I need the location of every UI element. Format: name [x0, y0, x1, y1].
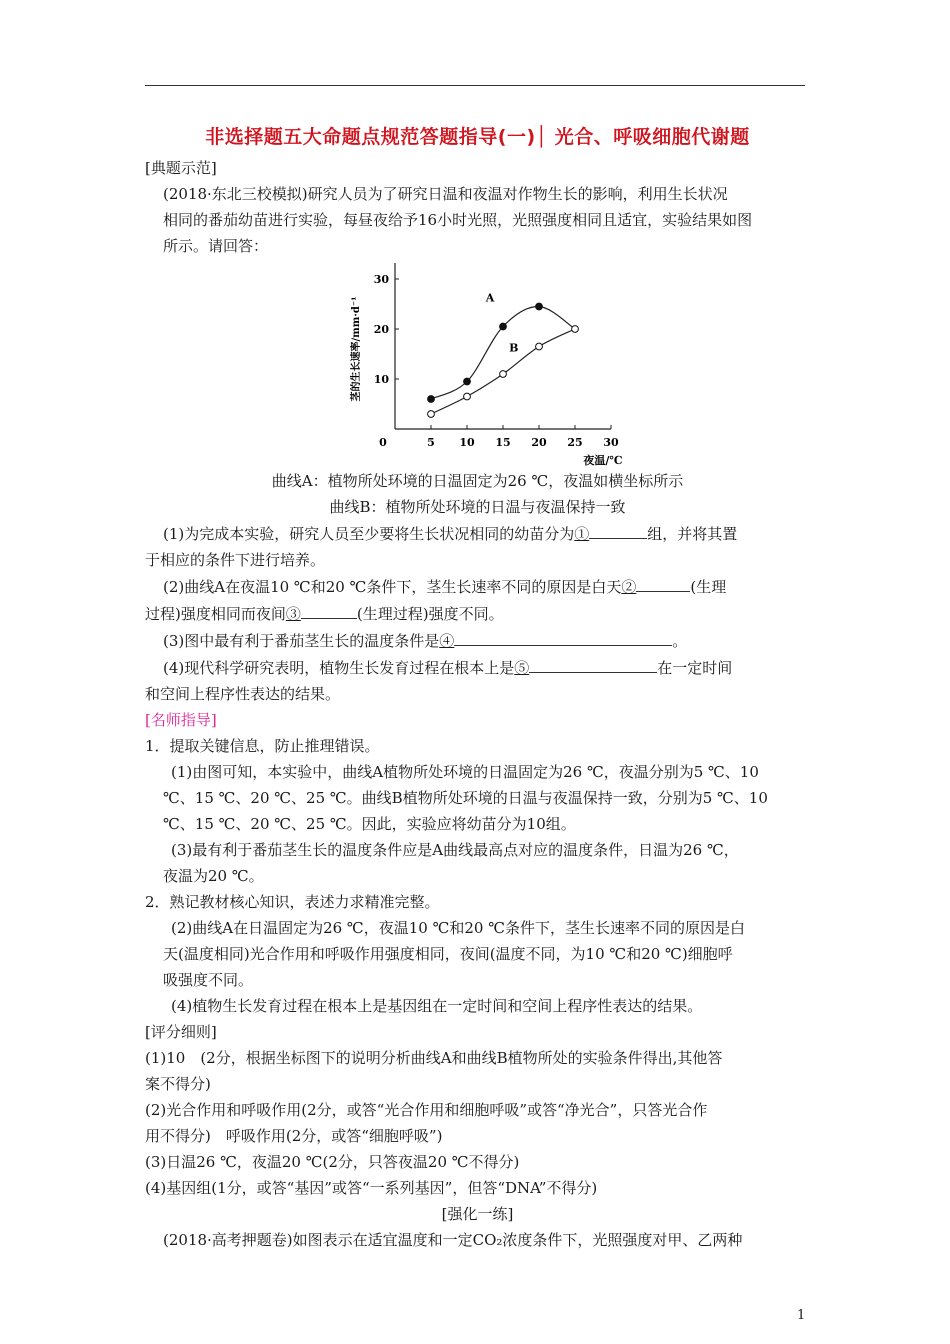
series-B-point — [536, 343, 543, 350]
series-a-label: A — [485, 291, 495, 305]
page-number: 1 — [797, 1308, 806, 1323]
score-line-5: (3)日温26 ℃，夜温20 ℃(2分，只答夜温20 ℃不得分) — [145, 1153, 520, 1171]
score-line-2: 案不得分) — [145, 1075, 211, 1093]
series-b-label: B — [509, 341, 519, 355]
q3-text: (3)图中最有利于番茄茎生长的温度条件是 — [163, 632, 440, 650]
tip-2-line-3: 吸强度不同。 — [163, 971, 254, 989]
x-tick-label: 5 — [427, 436, 435, 449]
tip-1-line-3: ℃、15 ℃、20 ℃、25 ℃。因此，实验应将幼苗分为10组。 — [163, 815, 576, 833]
growth-chart — [335, 261, 635, 466]
y-tick-label: 20 — [373, 323, 389, 336]
y-axis-label: 茎的生长速率/mm·d⁻¹ — [351, 296, 362, 402]
section-practice: [强化一练] — [441, 1205, 514, 1223]
intro-line-3: 所示。请回答： — [163, 237, 269, 255]
series-B-point — [500, 371, 507, 378]
q4-text-b: 在一定时间 — [657, 659, 733, 677]
tip-2-line-2: 天(温度相同)光合作用和呼吸作用强度相同，夜间(温度不同，为10 ℃和20 ℃)细胞呼 — [163, 945, 733, 963]
x-tick-label: 0 — [379, 436, 387, 449]
answer-blank-2[interactable] — [636, 573, 690, 592]
tip-2-line-1: (2)曲线A在日温固定为26 ℃，夜温10 ℃和20 ℃条件下，茎生长速率不同的原因是白 — [171, 919, 745, 937]
q2-text-b: (生理 — [690, 578, 727, 596]
x-tick-label: 30 — [603, 436, 619, 449]
series-A-point — [500, 323, 507, 330]
q3-text-b: 。 — [672, 632, 688, 650]
tip-1-line-2: ℃、15 ℃、20 ℃、25 ℃。曲线B植物所处环境的日温与夜温保持一致，分别为5 ℃、10 — [163, 789, 768, 807]
x-tick-label: 15 — [495, 436, 511, 449]
answer-marker-3: ③ — [285, 605, 301, 623]
series-B-point — [572, 326, 579, 333]
x-tick-label: 25 — [567, 436, 583, 449]
q2-text-d: (生理过程)强度不同。 — [356, 605, 504, 623]
score-line-6: (4)基因组(1分，或答“基因”或答“一系列基因”，但答“DNA”不得分) — [145, 1179, 598, 1197]
series-A-point — [464, 378, 471, 385]
section-teacher: [名师指导] — [145, 711, 217, 729]
answer-blank-5[interactable] — [529, 654, 657, 673]
question-1 — [145, 520, 810, 547]
intro-line-1: (2018·东北三校模拟)研究人员为了研究日温和夜温对作物生长的影响，利用生长状况 — [163, 185, 728, 203]
caption-a: 曲线A：植物所处环境的日温固定为26 ℃，夜温如横坐标所示 — [271, 472, 684, 490]
tip-1b-line-2: 夜温为20 ℃。 — [163, 867, 264, 885]
y-tick-label: 10 — [373, 373, 389, 386]
score-line-3: (2)光合作用和呼吸作用(2分，或答“光合作用和细胞呼吸”或答“净光合”，只答光合作 — [145, 1101, 708, 1119]
q1-text-b: 组，并将其置 — [647, 525, 738, 543]
tip-1-line-1: (1)由图可知，本实验中，曲线A植物所处环境的日温固定为26 ℃，夜温分别为5 ℃、10 — [171, 763, 759, 781]
tip-2-heading: 2．熟记教材核心知识，表述力求精准完整。 — [145, 893, 440, 911]
chart-svg — [335, 261, 635, 466]
question-3 — [145, 627, 810, 654]
series-A-line — [431, 306, 575, 399]
y-tick-label: 30 — [373, 273, 389, 286]
answer-blank-3[interactable] — [301, 600, 357, 619]
tip-1-heading: 1．提取关键信息，防止推理错误。 — [145, 737, 380, 755]
caption-b: 曲线B：植物所处环境的日温与夜温保持一致 — [329, 498, 626, 516]
tip-1b-line-1: (3)最有利于番茄茎生长的温度条件应是A曲线最高点对应的温度条件，日温为26 ℃， — [171, 841, 739, 859]
document-body — [145, 118, 810, 1253]
question-2-cont — [145, 600, 810, 627]
answer-marker-1: ① — [574, 525, 590, 543]
answer-blank-1[interactable] — [589, 520, 647, 539]
series-B-point — [464, 393, 471, 400]
intro-line-2: 相同的番茄幼苗进行实验，每昼夜给予16小时光照，光照强度相同且适宜，实验结果如图 — [163, 211, 753, 229]
series-B-point — [428, 411, 435, 418]
question-4 — [145, 654, 810, 681]
x-axis-label: 夜温/℃ — [583, 454, 623, 466]
series-A-point — [536, 303, 543, 310]
section-example: [典题示范] — [145, 159, 217, 177]
answer-marker-4: ④ — [439, 632, 455, 650]
practice-line: (2018·高考押题卷)如图表示在适宜温度和一定CO₂浓度条件下，光照强度对甲、乙两种 — [163, 1231, 743, 1249]
header-rule — [145, 85, 805, 86]
q4-text: (4)现代科学研究表明，植物生长发育过程在根本上是 — [163, 659, 515, 677]
question-1-cont: 于相应的条件下进行培养。 — [145, 551, 326, 569]
answer-marker-2: ② — [621, 578, 637, 596]
x-tick-label: 20 — [531, 436, 547, 449]
q2-text: (2)曲线A在夜温10 ℃和20 ℃条件下，茎生长速率不同的原因是白天 — [163, 578, 622, 596]
page-title: 非选择题五大命题点规范答题指导(一)│ 光合、呼吸细胞代谢题 — [205, 126, 750, 148]
series-A-point — [428, 396, 435, 403]
section-score: [评分细则] — [145, 1023, 217, 1041]
tip-2b: (4)植物生长发育过程在根本上是基因组在一定时间和空间上程序性表达的结果。 — [171, 997, 703, 1015]
question-4-cont: 和空间上程序性表达的结果。 — [145, 685, 341, 703]
answer-blank-4[interactable] — [454, 627, 672, 646]
score-line-1: (1)10 (2分，根据坐标图下的说明分析曲线A和曲线B植物所处的实验条件得出,其他答 — [145, 1049, 723, 1067]
q1-text: (1)为完成本实验，研究人员至少要将生长状况相同的幼苗分为 — [163, 525, 575, 543]
question-2 — [145, 573, 810, 600]
x-tick-label: 10 — [459, 436, 475, 449]
answer-marker-5: ⑤ — [514, 659, 530, 677]
score-line-4: 用不得分) 呼吸作用(2分，或答“细胞呼吸”) — [145, 1127, 443, 1145]
q2-text-c: 过程)强度相同而夜间 — [145, 605, 286, 623]
